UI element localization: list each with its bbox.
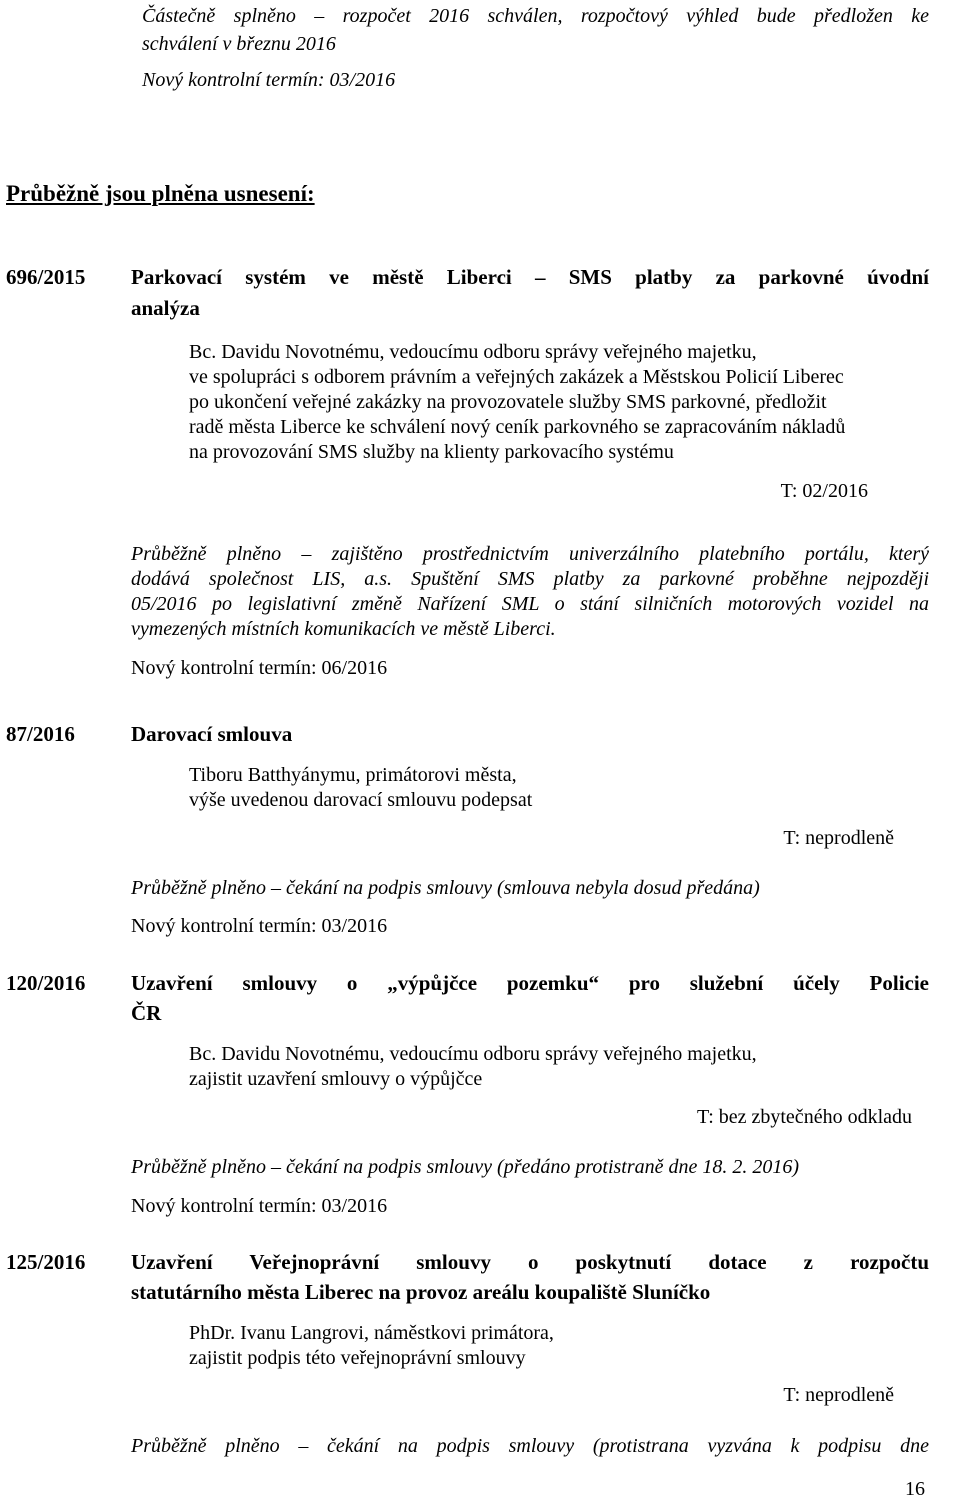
resolution-deadline: Nový kontrolní termín: 03/2016 <box>131 1195 388 1217</box>
top-status-line-1: Částečně splněno – rozpočet 2016 schválen, rozpočtový výhled bude předložen ke <box>142 5 929 27</box>
resolution-number: 120/2016 <box>6 971 86 995</box>
page-number: 16 <box>905 1478 925 1500</box>
resolution-body-line: po ukončení veřejné zakázky na provozovatele služby SMS parkovné, předložit <box>189 391 827 413</box>
top-status-line-2: schválení v březnu 2016 <box>142 33 336 55</box>
resolution-body-line: Bc. Davidu Novotnému, vedoucímu odboru správy veřejného majetku, <box>189 1043 757 1065</box>
resolution-title-line-1: Parkovací systém ve městě Liberci – SMS platby za parkovné úvodní <box>131 265 929 289</box>
resolution-body-line: zajistit uzavření smlouvy o výpůjčce <box>189 1068 483 1090</box>
resolution-status-line: vymezených místních komunikacích ve městě Liberci. <box>131 618 556 640</box>
resolution-body-line: Tiboru Batthyánymu, primátorovi města, <box>189 764 517 786</box>
resolution-title-line-1: Uzavření Veřejnoprávní smlouvy o poskytnutí dotace z rozpočtu <box>131 1250 929 1274</box>
top-deadline: Nový kontrolní termín: 03/2016 <box>142 69 396 91</box>
resolution-status-line: 05/2016 po legislativní změně Nařízení SML o stání silničních motorových vozidel na <box>131 593 929 615</box>
resolution-body-line: radě města Liberce ke schválení nový ceník parkovného se zapracováním nákladů <box>189 416 846 438</box>
resolution-deadline: Nový kontrolní termín: 03/2016 <box>131 915 388 937</box>
resolution-number: 87/2016 <box>6 722 75 746</box>
resolution-title-line-2: analýza <box>131 296 200 320</box>
resolution-term: T: neprodleně <box>783 827 894 849</box>
resolution-term: T: 02/2016 <box>780 480 868 502</box>
resolution-term: T: bez zbytečného odkladu <box>696 1106 912 1128</box>
resolution-deadline: Nový kontrolní termín: 06/2016 <box>131 657 388 679</box>
resolution-title-line-2: statutárního města Liberec na provoz areálu koupaliště Sluníčko <box>131 1280 711 1304</box>
resolution-number: 696/2015 <box>6 265 86 289</box>
resolution-body-line: ve spolupráci s odborem právním a veřejných zakázek a Městskou Policií Liberec <box>189 366 844 388</box>
resolution-body-line: výše uvedenou darovací smlouvu podepsat <box>189 789 533 811</box>
resolution-title-line-1: Darovací smlouva <box>131 722 293 746</box>
resolution-body-line: zajistit podpis této veřejnoprávní smlouvy <box>189 1347 526 1369</box>
resolution-body-line: Bc. Davidu Novotnému, vedoucímu odboru správy veřejného majetku, <box>189 341 757 363</box>
resolution-title-line-1: Uzavření smlouvy o „výpůjčce pozemku“ pro služební účely Policie <box>131 971 929 995</box>
resolution-status-line: Průběžně plněno – čekání na podpis smlouvy (smlouva nebyla dosud předána) <box>131 877 760 899</box>
resolution-term: T: neprodleně <box>783 1384 894 1406</box>
resolution-status-line: dodává společnost LIS, a.s. Spuštění SMS platby za parkovné proběhne nejpozději <box>131 568 929 590</box>
resolution-body-line: na provozování SMS služby na klienty parkovacího systému <box>189 441 674 463</box>
resolution-body-line: PhDr. Ivanu Langrovi, náměstkovi primátora, <box>189 1322 554 1344</box>
resolution-number: 125/2016 <box>6 1250 86 1274</box>
section-heading: Průběžně jsou plněna usnesení: <box>6 181 315 206</box>
resolution-status-line: Průběžně plněno – čekání na podpis smlouvy (předáno protistraně dne 18. 2. 2016) <box>131 1156 800 1178</box>
resolution-status-line: Průběžně plněno – zajištěno prostřednictvím univerzálního platebního portálu, který <box>131 543 929 565</box>
resolution-status-line: Průběžně plněno – čekání na podpis smlouvy (protistrana vyzvána k podpisu dne <box>131 1435 929 1457</box>
resolution-title-line-2: ČR <box>131 1001 162 1025</box>
